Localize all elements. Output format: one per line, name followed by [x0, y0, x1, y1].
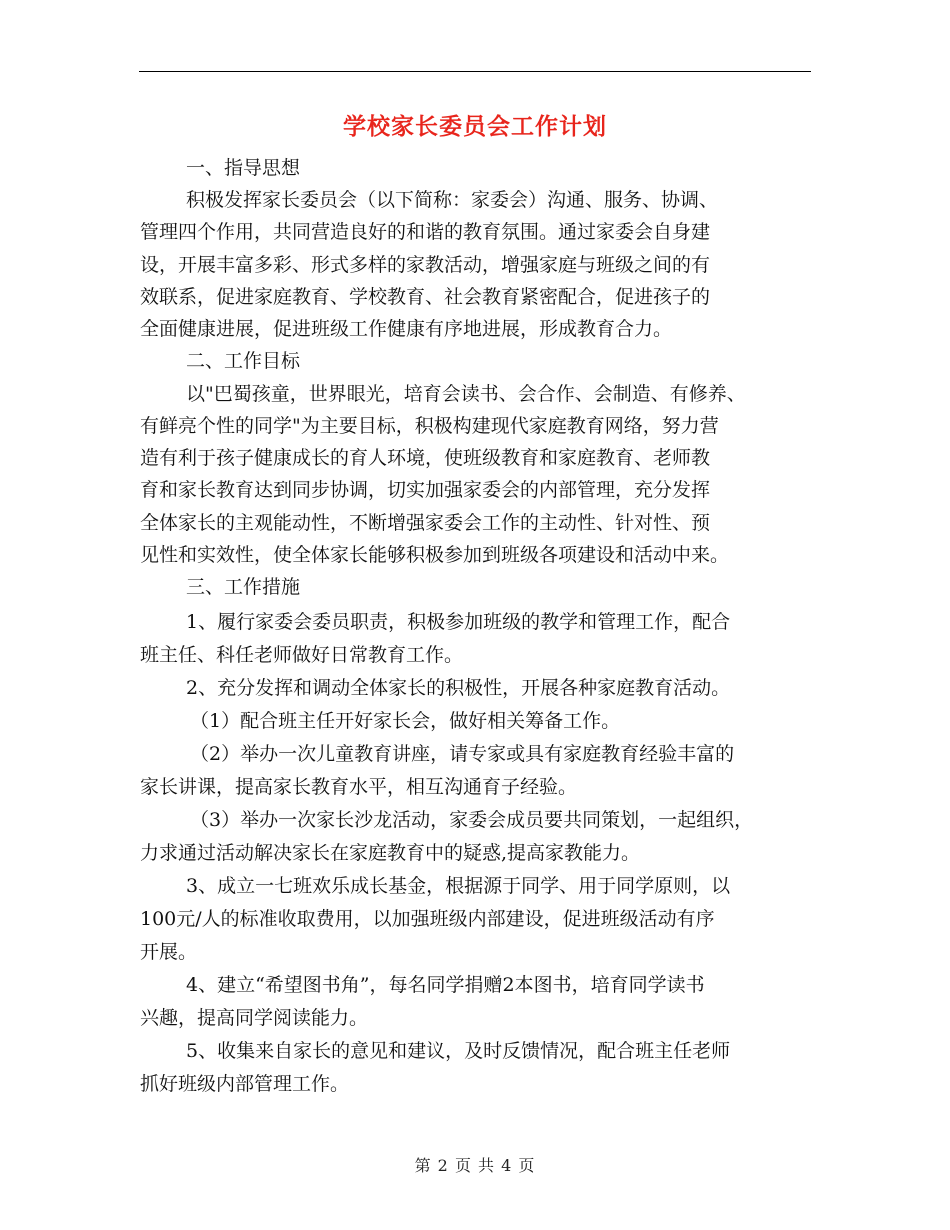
text-line: 抓好班级内部管理工作。	[140, 1073, 350, 1095]
text-line: 开展。	[140, 941, 198, 963]
text-line: 设，开展丰富多彩、形式多样的家教活动，增强家庭与班级之间的有	[140, 254, 711, 276]
text-line: 见性和实效性，使全体家长能够积极参加到班级各项建设和活动中来。	[140, 544, 730, 566]
text-line: 二、工作目标	[186, 350, 301, 372]
text-line: 3、成立一七班欢乐成长基金，根据源于同学、用于同学原则，以	[186, 875, 731, 897]
text-line: （2）举办一次儿童教育讲座，请专家或具有家庭教育经验丰富的	[190, 743, 735, 765]
text-line: 有鲜亮个性的同学"为主要目标，积极构建现代家庭教育网络，努力营	[140, 415, 719, 437]
page-number: 第 2 页 共 4 页	[414, 1156, 536, 1175]
text-line: 5、收集来自家长的意见和建议，及时反馈情况，配合班主任老师	[186, 1040, 731, 1062]
text-line: 以"巴蜀孩童，世界眼光，培育会读书、会合作、会制造、有修养、	[186, 383, 746, 405]
text-line: 三、工作措施	[186, 576, 301, 598]
header-rule	[139, 71, 811, 72]
text-line: 效联系，促进家庭教育、学校教育、社会教育紧密配合，促进孩子的	[140, 286, 711, 308]
text-line: 一、指导思想	[186, 157, 301, 179]
text-line: 家长讲课，提高家长教育水平，相互沟通育子经验。	[140, 776, 578, 798]
text-line: 2、充分发挥和调动全体家长的积极性，开展各种家庭教育活动。	[186, 677, 731, 699]
text-line: 兴趣，提高同学阅读能力。	[140, 1007, 369, 1029]
text-line: 积极发挥家长委员会（以下简称：家委会）沟通、服务、协调、	[186, 189, 719, 211]
text-line: 全面健康进展，促进班级工作健康有序地进展，形成教育合力。	[140, 318, 673, 340]
text-line: 全体家长的主观能动性，不断增强家委会工作的主动性、针对性、预	[140, 512, 711, 534]
text-line: 育和家长教育达到同步协调，切实加强家委会的内部管理，充分发挥	[140, 479, 711, 501]
text-line: 4、建立“希望图书角”，每名同学捐赠2本图书，培育同学读书	[186, 974, 705, 996]
text-line: 班主任、科任老师做好日常教育工作。	[140, 644, 464, 666]
text-line: 力求通过活动解决家长在家庭教育中的疑惑,提高家教能力。	[140, 842, 641, 864]
text-line: 100元/人的标准收取费用，以加强班级内部建设，促进班级活动有序	[140, 908, 715, 930]
text-line: 造有利于孩子健康成长的育人环境，使班级教育和家庭教育、老师教	[140, 447, 711, 469]
document-title: 学校家长委员会工作计划	[343, 113, 607, 140]
text-line: （3）举办一次家长沙龙活动，家委会成员要共同策划，一起组织，	[190, 809, 754, 831]
text-line: 管理四个作用，共同营造良好的和谐的教育氛围。通过家委会自身建	[140, 221, 711, 243]
text-line: （1）配合班主任开好家长会，做好相关筹备工作。	[190, 710, 621, 732]
text-line: 1、履行家委会委员职责，积极参加班级的教学和管理工作，配合	[186, 611, 731, 633]
